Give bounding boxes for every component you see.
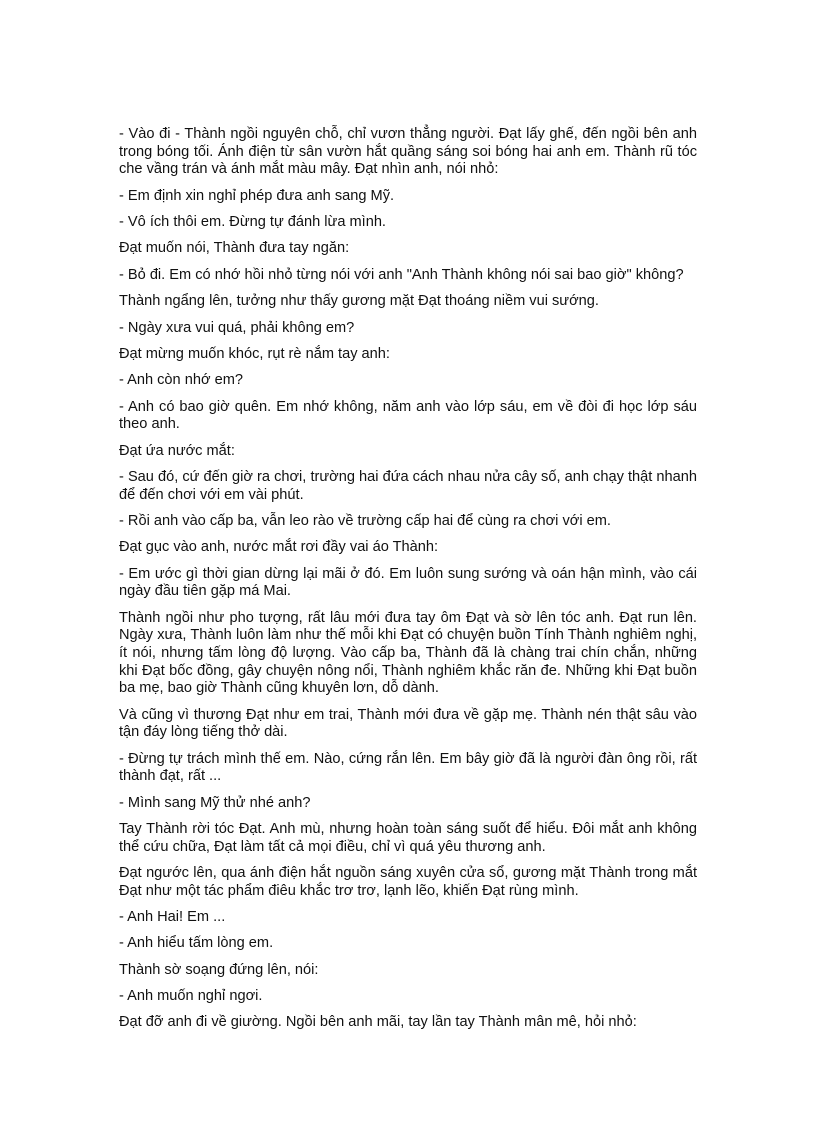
paragraph: - Sau đó, cứ đến giờ ra chơi, trường hai đứa cách nhau nửa cây số, anh chạy thật nhanh để đến chơi với em vài phút. <box>119 469 697 503</box>
paragraph: - Vô ích thôi em. Đừng tự đánh lừa mình. <box>119 213 386 230</box>
paragraph: - Em định xin nghỉ phép đưa anh sang Mỹ. <box>119 187 395 204</box>
paragraph: Thành ngẩng lên, tưởng như thấy gương mặt Đạt thoáng niềm vui sướng. <box>119 293 599 310</box>
paragraph: - Em ước gì thời gian dừng lại mãi ở đó. Em luôn sung sướng và oán hận mình, vào cái ngày đầu tiên gặp má Mai. <box>119 565 697 600</box>
paragraph: - Anh muốn nghỉ ngơi. <box>119 988 263 1005</box>
paragraph: - Mình sang Mỹ thử nhé anh? <box>119 794 311 811</box>
paragraph: - Anh còn nhớ em? <box>119 372 243 389</box>
paragraph: Tay Thành rời tóc Đạt. Anh mù, nhưng hoàn toàn sáng suốt để hiểu. Đôi mắt anh không thể cứu chữa, Đạt làm tất cả mọi điều, chỉ vì quá yêu thương anh. <box>119 820 697 855</box>
paragraph: Thành sờ soạng đứng lên, nói: <box>119 961 319 978</box>
paragraph: Và cũng vì thương Đạt như em trai, Thành mới đưa về gặp mẹ. Thành nén thật sâu vào tận đáy lòng tiếng thở dài. <box>119 706 697 741</box>
paragraph: Thành ngồi như pho tượng, rất lâu mới đưa tay ôm Đạt và sờ lên tóc anh. Đạt run lên. Ngày xưa, Thành luôn làm như thế mỗi khi Đạt có chuyện buồn Tính Thành nghiêm nghị, ít nói, nhưng tấm lòng độ lượng. Vào cấp ba, Thành đã là chàng trai chín chắn, những khi Đạt bốc đồng, gây chuyện nông nổi, Thành nghiêm khắc răn đe. Những khi Đạt buồn ba mẹ, bao giờ Thành cũng khuyên lơn, dỗ dành. <box>119 609 697 697</box>
paragraph: Đạt gục vào anh, nước mắt rơi đầy vai áo Thành: <box>119 539 439 556</box>
document-body <box>119 126 697 1041</box>
paragraph: - Bỏ đi. Em có nhớ hồi nhỏ từng nói với anh "Anh Thành không nói sai bao giờ" không? <box>119 266 684 283</box>
paragraph: - Vào đi - Thành ngồi nguyên chỗ, chỉ vươn thẳng người. Đạt lấy ghế, đến ngồi bên anh trong bóng tối. Ánh điện từ sân vườn hắt quầng sáng soi bóng hai anh em. Thành rũ tóc che vầng trán và ánh mắt màu mây. Đạt nhìn anh, nói nhỏ: <box>119 126 697 178</box>
paragraph: - Anh Hai! Em ... <box>119 908 226 925</box>
paragraph: Đạt ngước lên, qua ánh điện hắt nguồn sáng xuyên cửa sổ, gương mặt Thành trong mắt Đạt như một tác phẩm điêu khắc trơ trơ, lạnh lẽo, khiến Đạt rùng mình. <box>119 864 697 899</box>
paragraph: Đạt mừng muốn khóc, rụt rè nắm tay anh: <box>119 345 390 362</box>
paragraph: Đạt ứa nước mắt: <box>119 442 235 459</box>
paragraph: - Anh hiểu tấm lòng em. <box>119 935 274 952</box>
paragraph: - Rồi anh vào cấp ba, vẫn leo rào về trường cấp hai để cùng ra chơi với em. <box>119 513 611 530</box>
paragraph: - Ngày xưa vui quá, phải không em? <box>119 319 355 336</box>
paragraph: - Anh có bao giờ quên. Em nhớ không, năm anh vào lớp sáu, em về đòi đi học lớp sáu theo anh. <box>119 398 697 433</box>
paragraph: Đạt đỡ anh đi về giường. Ngồi bên anh mãi, tay lần tay Thành mân mê, hỏi nhỏ: <box>119 1014 637 1031</box>
paragraph: Đạt muốn nói, Thành đưa tay ngăn: <box>119 240 350 257</box>
paragraph: - Đừng tự trách mình thế em. Nào, cứng rắn lên. Em bây giờ đã là người đàn ông rồi, rất thành đạt, rất ... <box>119 750 697 785</box>
